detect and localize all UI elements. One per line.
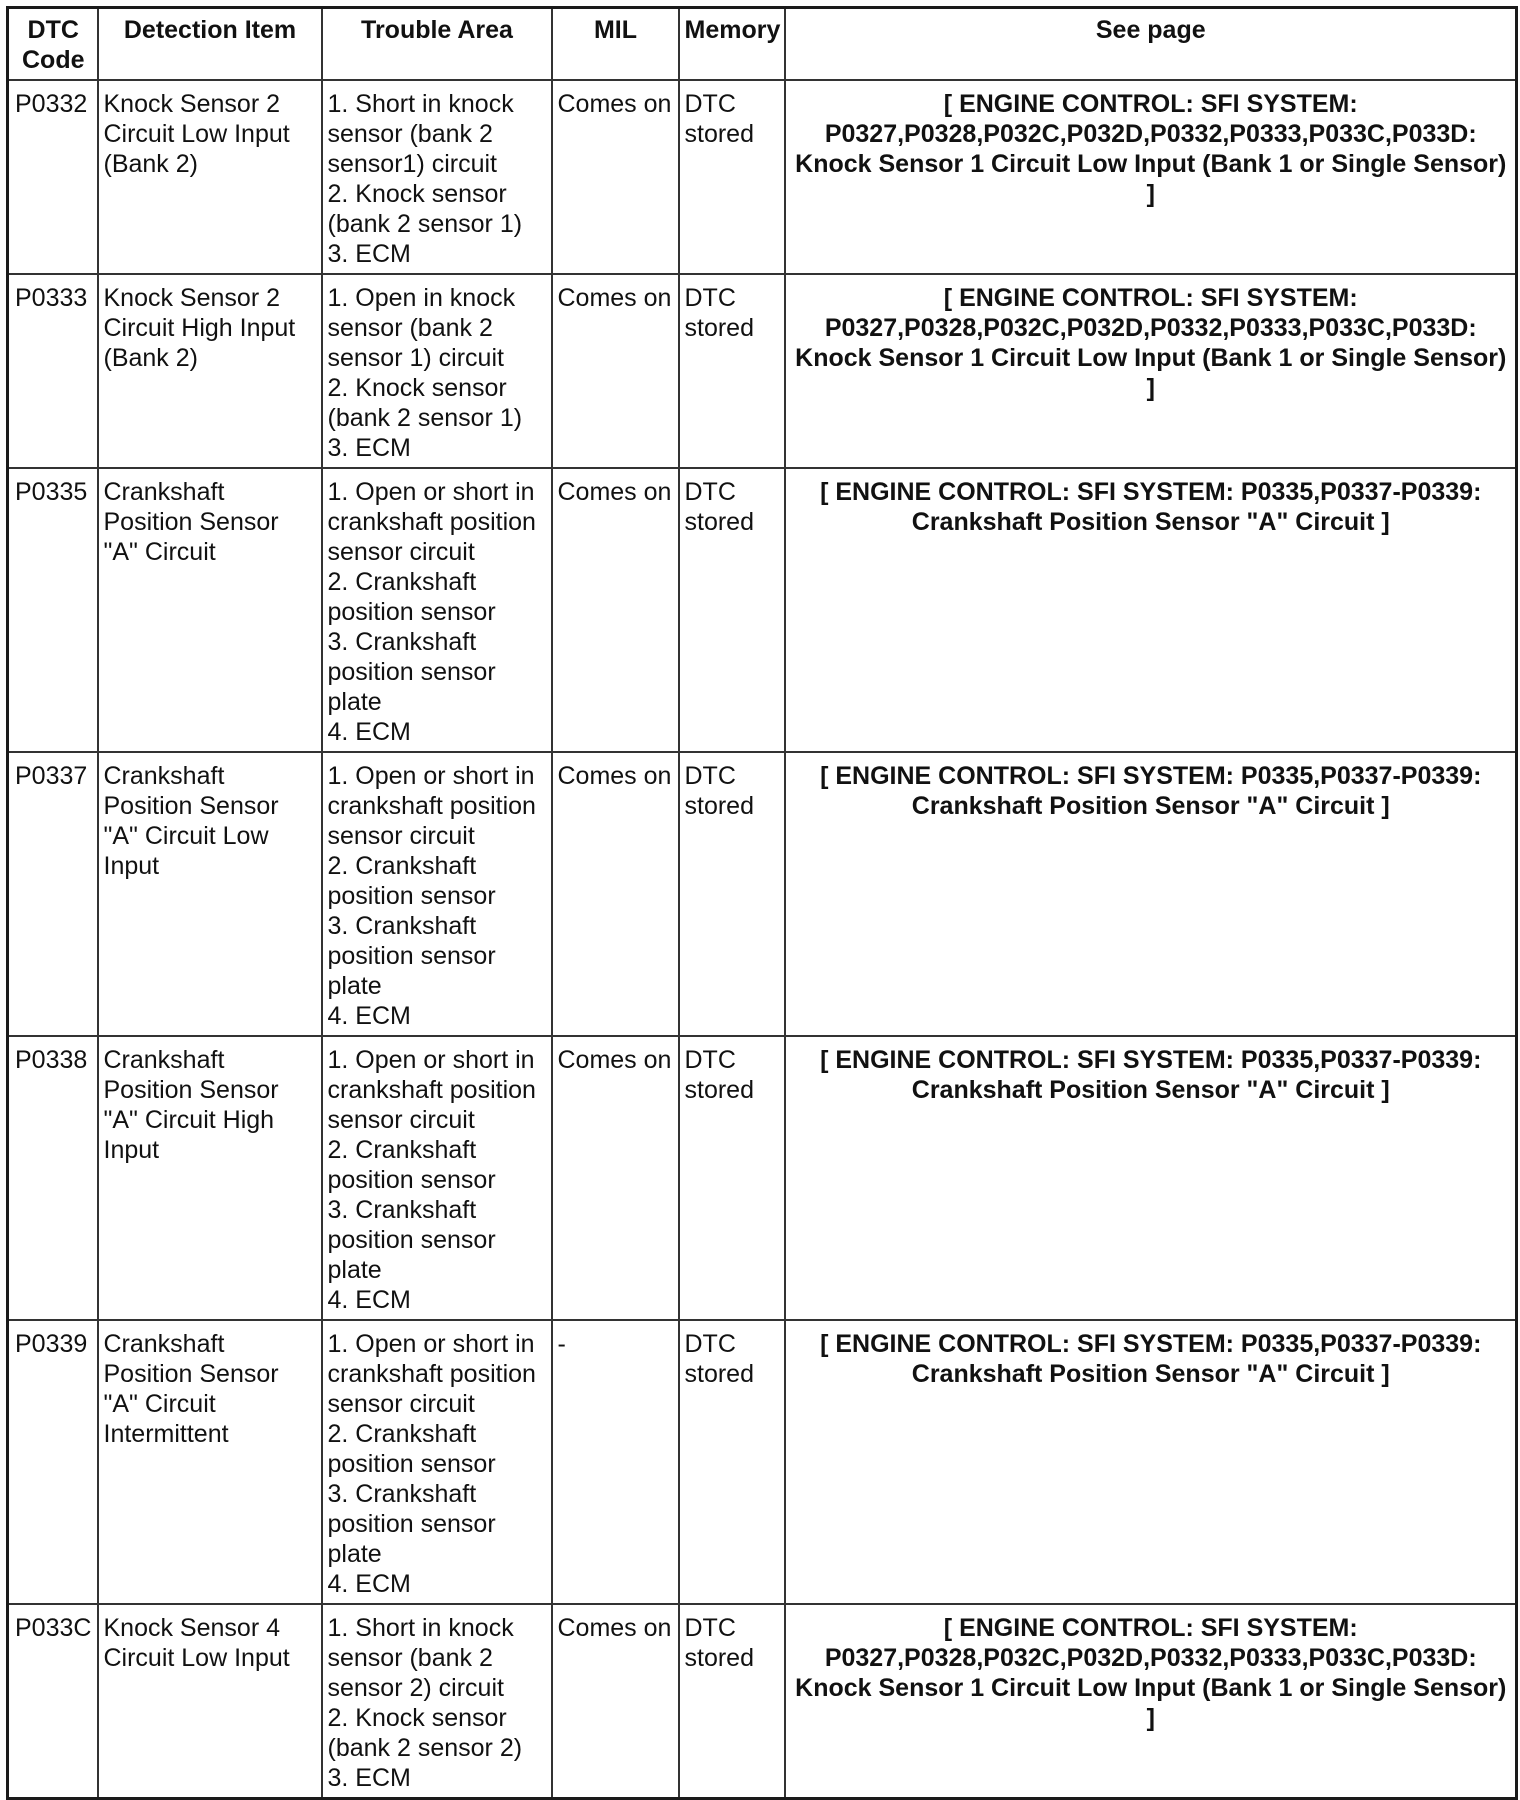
table-row: [8, 1320, 1517, 1604]
see-page-link[interactable]: [ ENGINE CONTROL: SFI SYSTEM: P0327,P0328,P032C,P032D,P0332,P0333,P033C,P033D: Knock Sensor 1 Circuit Low Input (Bank 1 or Single Sensor) ]: [785, 80, 1517, 274]
trouble-area-cell: 1. Open or short in crankshaft position sensor circuit 2. Crankshaft position sensor 3. Crankshaft position sensor plate 4. ECM: [322, 752, 552, 1036]
trouble-area-cell: 1. Short in knock sensor (bank 2 sensor1) circuit 2. Knock sensor (bank 2 sensor 1) 3. ECM: [322, 80, 552, 274]
detection-item-cell: Knock Sensor 2 Circuit Low Input (Bank 2): [98, 80, 322, 274]
dtc-code-cell: P0335: [8, 468, 98, 752]
dtc-code-cell: P0332: [8, 80, 98, 274]
detection-item-cell: Crankshaft Position Sensor "A" Circuit Low Input: [98, 752, 322, 1036]
table-row: [8, 80, 1517, 274]
see-page-link[interactable]: [ ENGINE CONTROL: SFI SYSTEM: P0327,P0328,P032C,P032D,P0332,P0333,P033C,P033D: Knock Sensor 1 Circuit Low Input (Bank 1 or Single Sensor) ]: [785, 1604, 1517, 1799]
memory-cell: DTC stored: [679, 1036, 785, 1320]
trouble-area-cell: 1. Open or short in crankshaft position sensor circuit 2. Crankshaft position sensor 3. Crankshaft position sensor plate 4. ECM: [322, 1320, 552, 1604]
dtc-code-cell: P033C: [8, 1604, 98, 1799]
memory-cell: DTC stored: [679, 1604, 785, 1799]
detection-item-cell: Crankshaft Position Sensor "A" Circuit: [98, 468, 322, 752]
header-mil: MIL: [552, 8, 679, 81]
trouble-area-cell: 1. Short in knock sensor (bank 2 sensor 2) circuit 2. Knock sensor (bank 2 sensor 2) 3. ECM: [322, 1604, 552, 1799]
detection-item-cell: Crankshaft Position Sensor "A" Circuit Intermittent: [98, 1320, 322, 1604]
mil-cell: Comes on: [552, 1604, 679, 1799]
dtc-table: [6, 6, 1518, 1800]
table-row: [8, 1604, 1517, 1799]
detection-item-cell: Knock Sensor 2 Circuit High Input (Bank 2): [98, 274, 322, 468]
header-detection-item: Detection Item: [98, 8, 322, 81]
dtc-code-cell: P0339: [8, 1320, 98, 1604]
memory-cell: DTC stored: [679, 1320, 785, 1604]
header-see-page: See page: [785, 8, 1517, 81]
memory-cell: DTC stored: [679, 468, 785, 752]
table-row: [8, 274, 1517, 468]
detection-item-cell: Knock Sensor 4 Circuit Low Input: [98, 1604, 322, 1799]
dtc-code-cell: P0337: [8, 752, 98, 1036]
detection-item-cell: Crankshaft Position Sensor "A" Circuit High Input: [98, 1036, 322, 1320]
dtc-code-cell: P0338: [8, 1036, 98, 1320]
see-page-link[interactable]: [ ENGINE CONTROL: SFI SYSTEM: P0335,P0337-P0339: Crankshaft Position Sensor "A" Circuit ]: [785, 1320, 1517, 1604]
mil-cell: Comes on: [552, 468, 679, 752]
see-page-link[interactable]: [ ENGINE CONTROL: SFI SYSTEM: P0327,P0328,P032C,P032D,P0332,P0333,P033C,P033D: Knock Sensor 1 Circuit Low Input (Bank 1 or Single Sensor) ]: [785, 274, 1517, 468]
header-trouble-area: Trouble Area: [322, 8, 552, 81]
table-row: [8, 468, 1517, 752]
table-row: [8, 1036, 1517, 1320]
header-memory: Memory: [679, 8, 785, 81]
see-page-link[interactable]: [ ENGINE CONTROL: SFI SYSTEM: P0335,P0337-P0339: Crankshaft Position Sensor "A" Circuit ]: [785, 752, 1517, 1036]
table-row: [8, 752, 1517, 1036]
mil-cell: Comes on: [552, 274, 679, 468]
mil-cell: Comes on: [552, 80, 679, 274]
header-dtc-code: DTC Code: [8, 8, 98, 81]
dtc-table-container: [6, 6, 1515, 1800]
memory-cell: DTC stored: [679, 274, 785, 468]
trouble-area-cell: 1. Open or short in crankshaft position sensor circuit 2. Crankshaft position sensor 3. Crankshaft position sensor plate 4. ECM: [322, 1036, 552, 1320]
mil-cell: Comes on: [552, 1036, 679, 1320]
see-page-link[interactable]: [ ENGINE CONTROL: SFI SYSTEM: P0335,P0337-P0339: Crankshaft Position Sensor "A" Circuit ]: [785, 468, 1517, 752]
see-page-link[interactable]: [ ENGINE CONTROL: SFI SYSTEM: P0335,P0337-P0339: Crankshaft Position Sensor "A" Circuit ]: [785, 1036, 1517, 1320]
memory-cell: DTC stored: [679, 752, 785, 1036]
table-header-row: [8, 8, 1517, 81]
mil-cell: Comes on: [552, 752, 679, 1036]
dtc-code-cell: P0333: [8, 274, 98, 468]
memory-cell: DTC stored: [679, 80, 785, 274]
mil-cell: -: [552, 1320, 679, 1604]
trouble-area-cell: 1. Open in knock sensor (bank 2 sensor 1) circuit 2. Knock sensor (bank 2 sensor 1) 3. ECM: [322, 274, 552, 468]
trouble-area-cell: 1. Open or short in crankshaft position sensor circuit 2. Crankshaft position sensor 3. Crankshaft position sensor plate 4. ECM: [322, 468, 552, 752]
